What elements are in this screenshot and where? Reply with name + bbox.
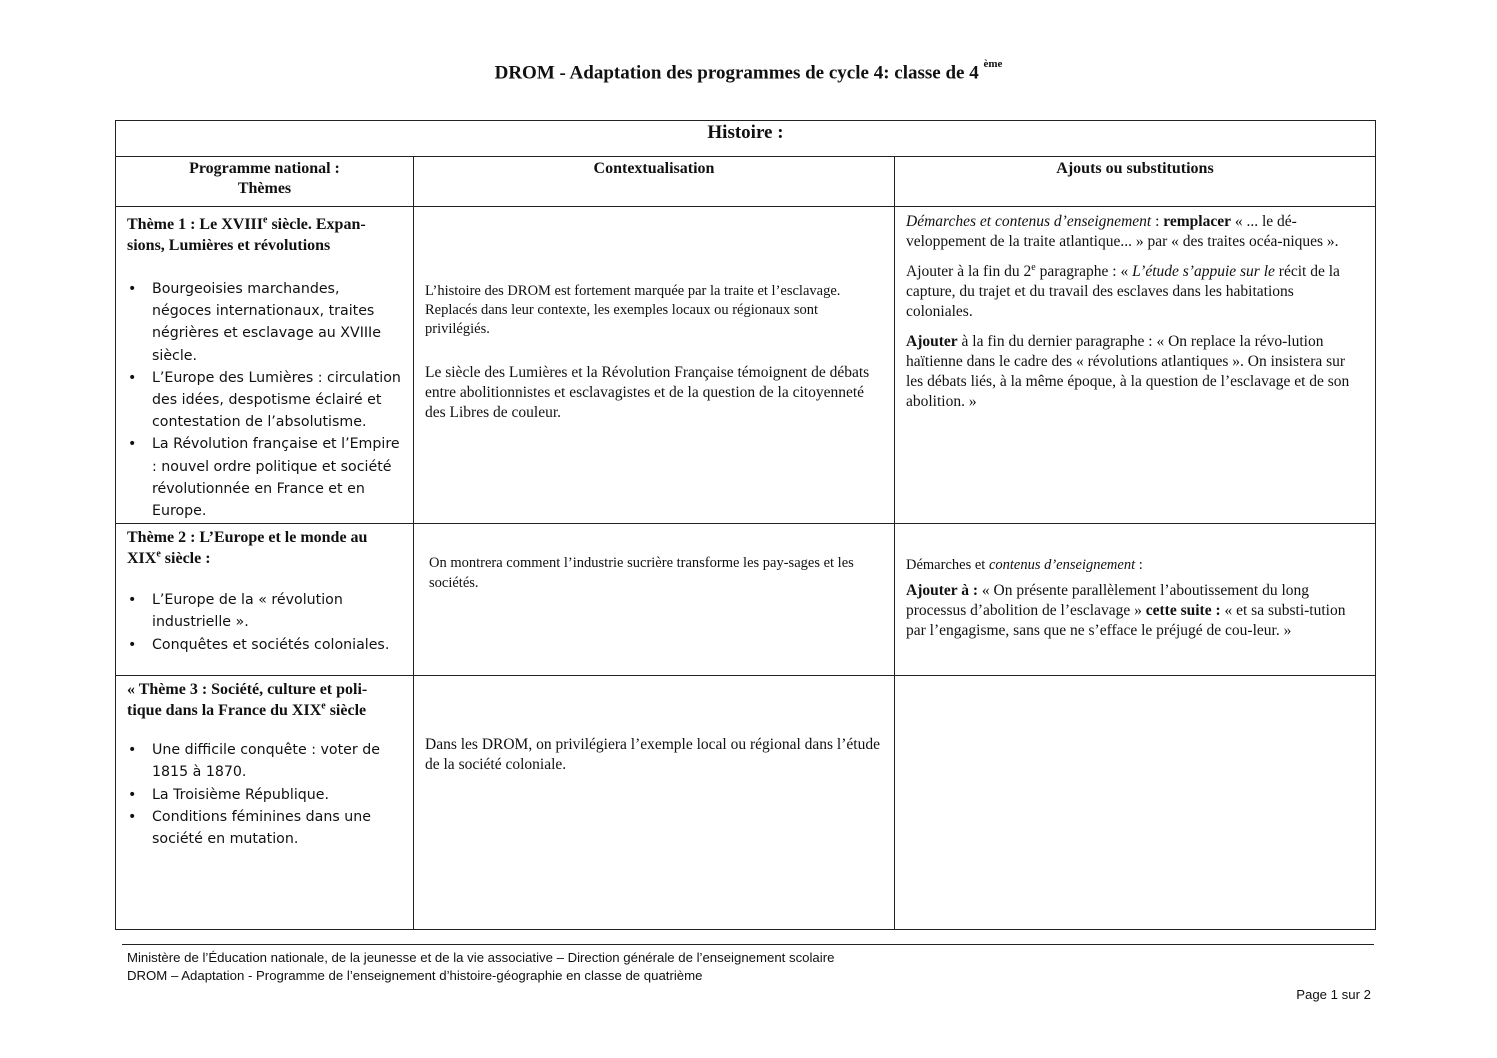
section-title: Histoire : [116,121,1376,157]
addition-keyword: Ajouter à : [906,582,979,600]
topic-list [117,278,412,522]
context-text [415,525,893,593]
footer-divider [122,944,1374,945]
context-text [415,208,893,423]
theme-title [117,677,412,721]
additions-cell [895,524,1376,676]
context-cell [414,207,895,524]
additions-cell-empty [895,676,1376,930]
list-item: • La Troisième République. [152,784,402,806]
context-paragraph: On montrera comment l’industrie sucrière transforme les pay-sages et les sociétés. [429,555,854,592]
theme-title-part1: Thème 1 : Le XVIII [127,216,263,233]
theme-cell [116,524,414,676]
addition-text: récit de la capture, du trajet et du travail des esclaves dans les habitations coloniales. [906,263,1340,320]
footer-line-1: Ministère de l’Éducation nationale, de la jeunesse et de la vie associative – Direction générale de l’enseignement scolaire [127,950,835,965]
header-row [116,157,1376,207]
theme-title-part2: siècle. Expan-sions, Lumières et révolutions [127,216,366,254]
table-row-theme-2 [116,524,1376,676]
theme-cell [116,207,414,524]
addition-italic: Démarches et contenus d’enseignement [906,213,1152,230]
context-text [415,677,893,775]
theme-title-part1: « Thème 3 : Société, culture et poli-tique dans la France du XIX [127,681,368,720]
theme-title-sup: e [156,548,161,560]
page-title-text: DROM - Adaptation des programmes de cycle 4: classe de 4 [494,62,979,84]
context-paragraph: L’histoire des DROM est fortement marquée par la traite et l’esclavage. Replacés dans leur contexte, les exemples locaux ou régionaux sont privilégiés. [425,283,841,337]
list-item: • La Révolution française et l’Empire : nouvel ordre politique et société révolutionnée en France et en Europe. [152,433,402,522]
theme-title-part1: Thème 2 : L’Europe et le monde au XIX [127,529,368,568]
list-item: • L’Europe de la « révolution industrielle ». [152,589,402,633]
header-ajouts: Ajouts ou substitutions [895,157,1376,207]
list-item: • Conquêtes et sociétés coloniales. [152,634,402,656]
addition-italic: contenus d’enseignement [988,557,1136,574]
theme-title [117,208,412,256]
addition-italic: L’étude s’appuie sur le [1132,263,1275,280]
header-programme-line2: Thèmes [237,180,292,197]
addition-text: Démarches et [906,557,989,574]
addition-text: : [1135,557,1143,574]
footer-line-2: DROM – Adaptation - Programme de l’enseignement d’histoire-géographie en classe de quatrième [127,968,703,983]
additions-text [896,208,1374,412]
list-item: • L’Europe des Lumières : circulation des idées, despotisme éclairé et contestation de l’absolutisme. [152,367,402,434]
page-title [0,58,1497,84]
topic-list [117,589,412,656]
title-superscript: ème [983,58,1003,70]
theme-cell [116,676,414,930]
addition-paragraph [906,581,1364,641]
context-cell [414,524,895,676]
addition-keyword: Ajouter [906,333,958,350]
addition-text: à la fin du dernier paragraphe : « On replace la révo-lution haïtienne dans le cadre des « révolutions atlantiques ». On insistera sur les débats liés, à la même époque, à la question de l’esclavage et de son abolition. » [906,333,1350,410]
theme-title-part2: siècle [325,702,367,720]
theme-title-part2: siècle : [160,550,211,568]
addition-paragraph [906,212,1364,252]
list-item: • Conditions féminines dans une société en mutation. [152,806,402,850]
addition-text: « ... le dé-veloppement de la traite atlantique... » par « des traites océa-niques ». [906,213,1339,250]
addition-keyword: remplacer [1163,213,1231,230]
section-row [116,121,1376,157]
addition-text: « On présente parallèlement l’aboutissement du long processus d’abolition de l’esclavage » [906,582,1310,620]
page-number: Page 1 sur 2 [1296,987,1371,1002]
topic-list [117,739,412,850]
program-table [115,120,1376,930]
additions-cell [895,207,1376,524]
context-cell [414,676,895,930]
context-paragraph: Le siècle des Lumières et la Révolution Française témoignent de débats entre abolitionnistes et esclavagistes et de la question de la citoyenneté des Libres de couleur. [425,364,870,421]
table-row-theme-3 [116,676,1376,930]
addition-separator: : [1151,213,1164,230]
theme-title-sup: e [263,214,268,226]
addition-text: paragraphe : « [1035,263,1133,280]
addition-text: « et sa substi-tution par l’engagisme, sans que ne s’efface le préjugé de cou-leur. » [906,602,1346,640]
header-programme-line1: Programme national : [189,160,340,177]
additions-text [896,525,1374,641]
addition-keyword: cette suite : [1141,602,1221,620]
addition-paragraph [906,555,1364,575]
addition-paragraph [906,332,1364,412]
theme-title-sup: e [321,700,326,712]
addition-text: Ajouter à la fin du 2 [906,263,1032,280]
table-row-theme-1 [116,207,1376,524]
list-item: • Une difficile conquête : voter de 1815 à 1870. [152,739,402,783]
theme-title [117,525,412,569]
list-item: • Bourgeoisies marchandes, négoces internationaux, traites négrières et esclavage au XVIIIe siècle. [152,278,402,367]
header-contextualisation: Contextualisation [414,157,895,207]
addition-paragraph [906,262,1364,322]
context-paragraph: Dans les DROM, on privilégiera l’exemple local ou régional dans l’étude de la société coloniale. [425,736,880,774]
addition-sup: e [1031,261,1036,273]
header-programme-national [116,157,414,207]
